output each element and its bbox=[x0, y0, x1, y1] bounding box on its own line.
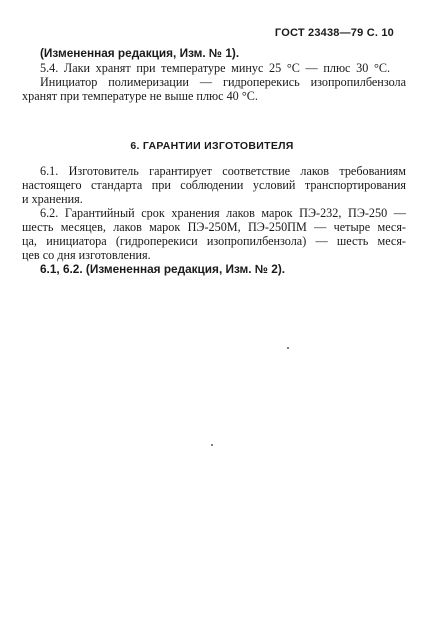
scan-speck bbox=[211, 444, 213, 446]
clause-6-1-line-3: и хранения. bbox=[22, 192, 83, 206]
initiator-line-2: хранят при температуре не выше плюс 40 °С. bbox=[22, 89, 258, 103]
clause-6-2-line-2: шесть месяцев, лаков марок ПЭ-250М, ПЭ-250ПМ — четыре меся- bbox=[22, 220, 406, 234]
scan-speck bbox=[287, 347, 289, 349]
clause-5-4: 5.4. Лаки хранят при температуре минус 25 °С — плюс 30 °С. bbox=[40, 61, 390, 75]
amendment-note-1: (Измененная редакция, Изм. № 1). bbox=[40, 46, 240, 60]
clause-6-2-line-1: 6.2. Гарантийный срок хранения лаков марок ПЭ-232, ПЭ-250 — bbox=[40, 206, 406, 220]
section-heading: 6. ГАРАНТИИ ИЗГОТОВИТЕЛЯ bbox=[130, 140, 294, 152]
clause-6-1-line-1: 6.1. Изготовитель гарантирует соответствие лаков требованиям bbox=[40, 164, 406, 178]
clause-6-2-line-4: цев со дня изготовления. bbox=[22, 248, 151, 262]
initiator-line-1: Инициатор полимеризации — гидроперекись изопропилбензола bbox=[40, 75, 406, 89]
running-head: ГОСТ 23438—79 С. 10 bbox=[274, 27, 394, 39]
clause-6-2-line-3: ца, инициатора (гидроперекиси изопропилбензола) — шесть меся- bbox=[22, 234, 406, 248]
clause-6-1-line-2: настоящего стандарта при соблюдении условий транспортирования bbox=[22, 178, 406, 192]
amendment-note-2: 6.1, 6.2. (Измененная редакция, Изм. № 2). bbox=[40, 262, 286, 276]
